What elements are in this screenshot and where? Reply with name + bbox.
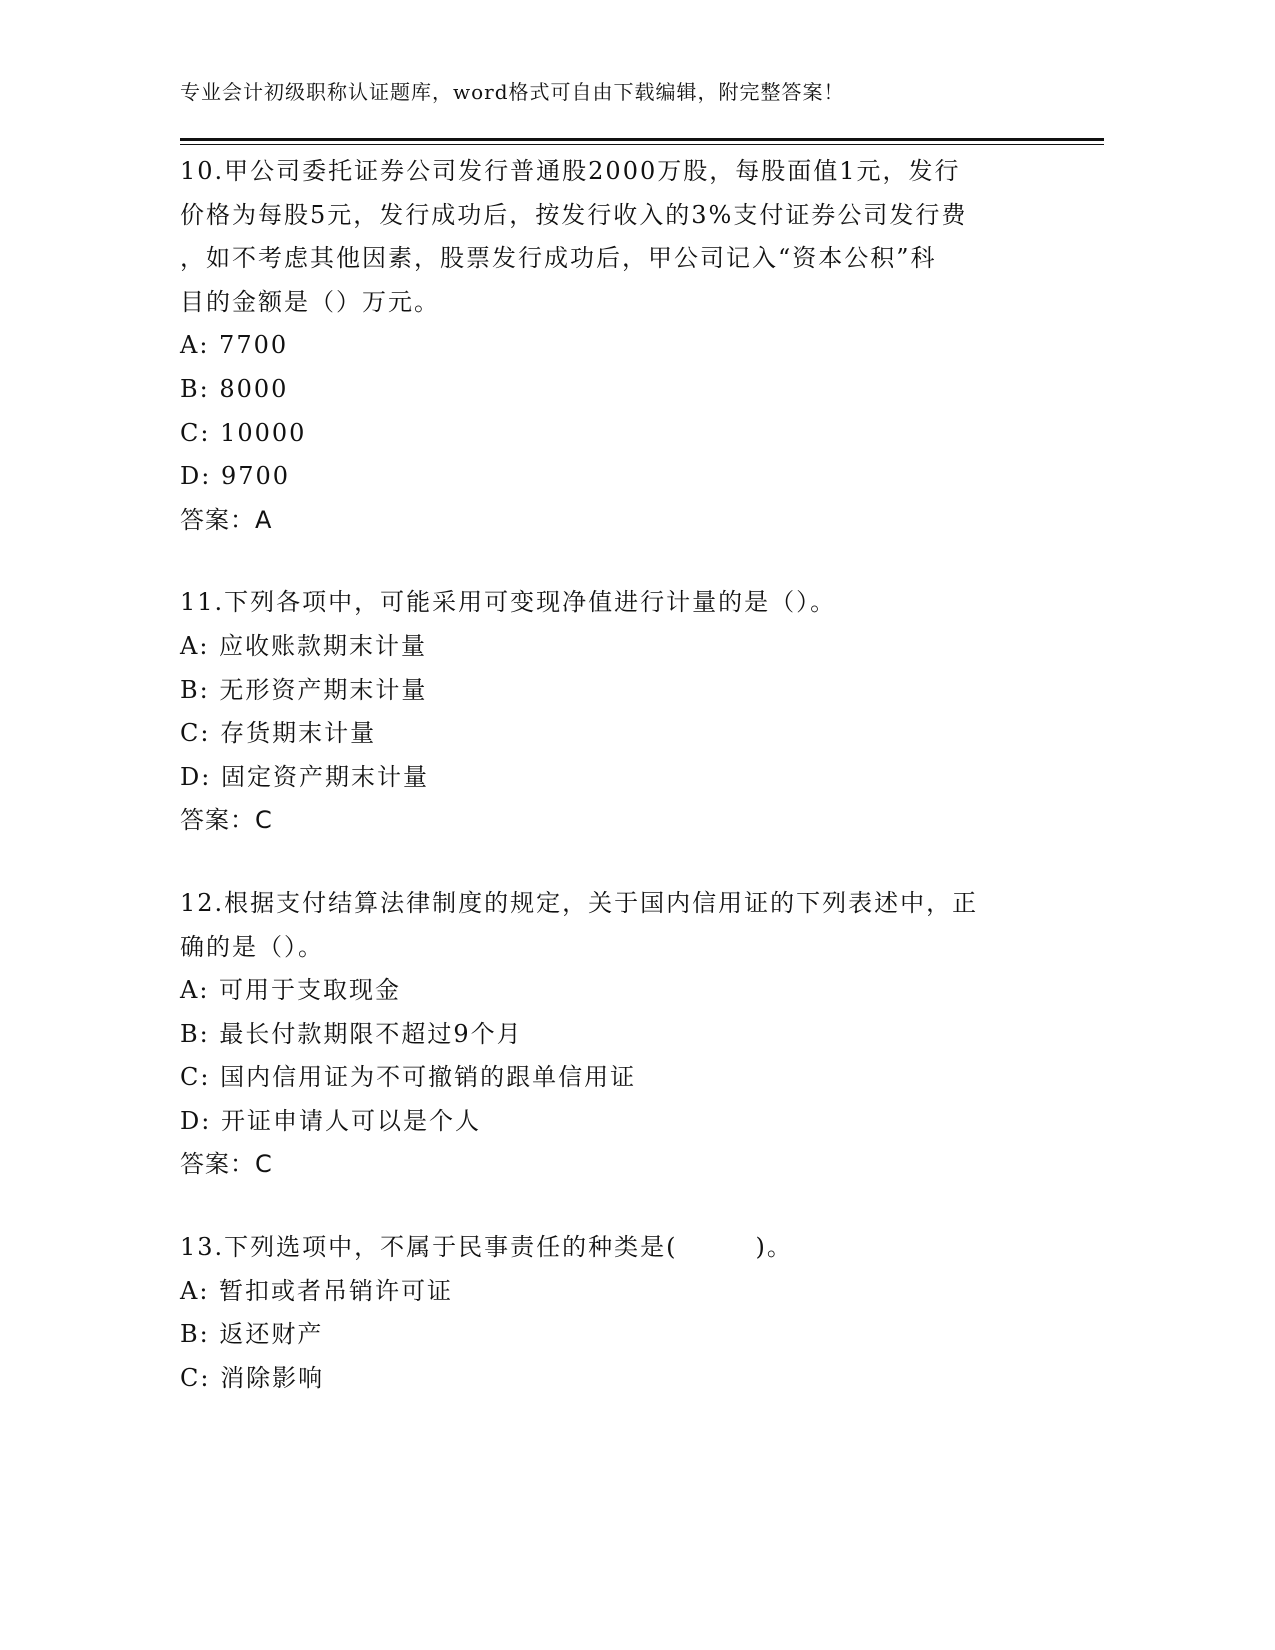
answer-line: 答案：C <box>180 1150 273 1179</box>
question-stem-line: 11.下列各项中，可能采用可变现净值进行计量的是（）。 <box>180 588 837 617</box>
option-a: A: 可用于支取现金 <box>180 976 402 1005</box>
answer-line: 答案：C <box>180 806 273 835</box>
option-b: B: 无形资产期末计量 <box>180 675 428 704</box>
option-a: A: 应收账款期末计量 <box>180 631 428 660</box>
question-stem-line: ，如不考虑其他因素，股票发行成功后，甲公司记入“资本公积”科 <box>180 244 937 273</box>
option-c: C: 国内信用证为不可撤销的跟单信用证 <box>180 1063 637 1092</box>
header-divider-thick <box>180 138 1104 141</box>
option-b: B: 返还财产 <box>180 1320 324 1349</box>
question-stem-line: 12.根据支付结算法律制度的规定，关于国内信用证的下列表述中，正 <box>180 888 979 917</box>
option-d: D: 9700 <box>180 462 291 491</box>
option-c: C: 消除影响 <box>180 1363 325 1392</box>
header-divider-thin <box>180 144 1104 145</box>
question-stem-line: 10.甲公司委托证券公司发行普通股2000万股，每股面值1元，发行 <box>180 157 961 185</box>
question-stem-line: 目的金额是（）万元。 <box>180 287 440 316</box>
question-12 <box>180 882 1030 1187</box>
answer-line: 答案：A <box>180 505 273 534</box>
option-c: C: 存货期末计量 <box>180 719 377 748</box>
option-c: C: 10000 <box>180 418 307 447</box>
option-d: D: 开证申请人可以是个人 <box>180 1106 481 1135</box>
page-header: 专业会计初级职称认证题库，word格式可自由下载编辑，附完整答案！ <box>180 80 845 104</box>
question-stem-line: 13.下列选项中，不属于民事责任的种类是( )。 <box>180 1233 793 1262</box>
question-list <box>180 150 1030 1439</box>
option-a: A: 暂扣或者吊销许可证 <box>180 1276 454 1305</box>
option-b: B: 最长付款期限不超过9个月 <box>180 1019 523 1048</box>
question-13 <box>180 1226 1030 1400</box>
question-stem-line: 确的是（）。 <box>180 932 324 961</box>
question-11 <box>180 581 1030 843</box>
question-stem-line: 价格为每股5元，发行成功后，按发行收入的3%支付证券公司发行费 <box>180 200 968 229</box>
option-a: A: 7700 <box>180 331 289 360</box>
option-d: D: 固定资产期末计量 <box>180 762 429 791</box>
question-10 <box>180 150 1030 542</box>
option-b: B: 8000 <box>180 374 289 403</box>
